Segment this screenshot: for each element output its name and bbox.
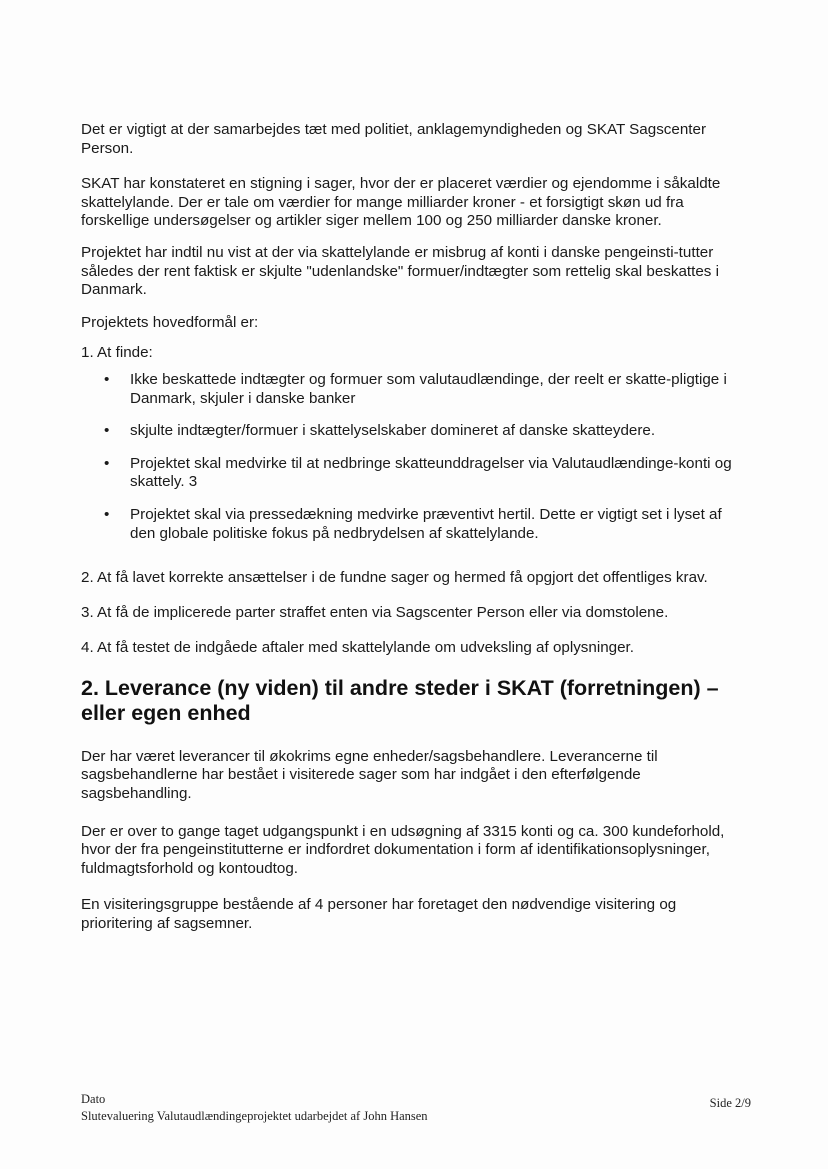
bullet-icon: • xyxy=(104,454,110,472)
paragraph-goal-1: 1. At finde: xyxy=(81,344,153,362)
page-body xyxy=(81,121,751,934)
footer-date-label: Dato xyxy=(81,1092,106,1106)
paragraph-extraction: Der er over to gange taget udgangspunkt i en udsøgning af 3315 konti og ca. 300 kundeforhold, hvor der fra pengeinstitutterne er indfordret dokumentation i form af identifikationsoplysninger, fuldmagtsforhold og kontoudtog. xyxy=(81,822,725,877)
section-heading: 2. Leverance (ny viden) til andre steder i SKAT (forretningen) – eller egen enhed xyxy=(81,675,719,725)
paragraph-project-findings: Projektet har indtil nu vist at der via skattelylande er misbrug af konti i danske pengeinsti-tutter således der rent faktisk er skjulte "udenlandske" formuer/indtægter som rettelig skal beskattes i Danmark. xyxy=(81,243,719,299)
paragraph-main-purpose: Projektets hovedformål er: xyxy=(81,313,259,331)
list-item-text: skjulte indtægter/formuer i skattelyselskaber domineret af danske skatteydere. xyxy=(130,422,656,440)
bullet-icon: • xyxy=(104,505,110,523)
list-item-text: Projektet skal via pressedækning medvirke præventivt hertil. Dette er vigtigt set i lyset af den globale politiske fokus på nedbrydelsen af skattelylande. xyxy=(130,505,722,542)
list-item xyxy=(81,371,751,408)
paragraph-goal-3: 3. At få de implicerede parter straffet enten via Sagscenter Person eller via domstolene. xyxy=(81,603,669,621)
bullet-list xyxy=(81,371,751,543)
list-item-text: Projektet skal medvirke til at nedbringe skatteunddragelser via Valutaudlændinge-konti og skattely. 3 xyxy=(130,454,732,491)
paragraph-goal-2: 2. At få lavet korrekte ansættelser i de fundne sager og hermed få opgjort det offentliges krav. xyxy=(81,569,708,587)
paragraph-cooperation: Det er vigtigt at der samarbejdes tæt med politiet, anklagemyndigheden og SKAT Sagscenter Person. xyxy=(81,121,707,157)
paragraph-deliveries: Der har været leverancer til økokrims egne enheder/sagsbehandlere. Leverancerne til sagsbehandlerne har bestået i visiterede sager som har indgået i den efterfølgende sagsbehandling. xyxy=(81,747,658,803)
list-item xyxy=(81,422,751,441)
bullet-icon: • xyxy=(104,370,110,388)
bullet-icon: • xyxy=(104,422,110,440)
list-item xyxy=(81,506,751,543)
page-footer xyxy=(81,1091,751,1125)
list-item xyxy=(81,455,751,492)
paragraph-screening-group: En visiteringsgruppe bestående af 4 personer har foretaget den nødvendige visitering og prioritering af sagsemner. xyxy=(81,896,677,933)
list-item-text: Ikke beskattede indtægter og formuer som valutaudlændinge, der reelt er skatte-pligtige i Danmark, skjuler i danske banker xyxy=(130,370,727,407)
page-number: Side 2/9 xyxy=(709,1096,751,1110)
footer-description: Slutevaluering Valutaudlændingeprojektet udarbejdet af John Hansen xyxy=(81,1109,428,1123)
paragraph-goal-4: 4. At få testet de indgåede aftaler med skattelylande om udveksling af oplysninger. xyxy=(81,639,635,657)
paragraph-increase: SKAT har konstateret en stigning i sager, hvor der er placeret værdier og ejendomme i såkaldte skattelylande. Der er tale om værdier for mange milliarder kroner - et forsigtigt skøn ud fra forskellige undersøgelser og artikler siger mellem 100 og 250 milliarder danske kroner. xyxy=(81,175,721,230)
